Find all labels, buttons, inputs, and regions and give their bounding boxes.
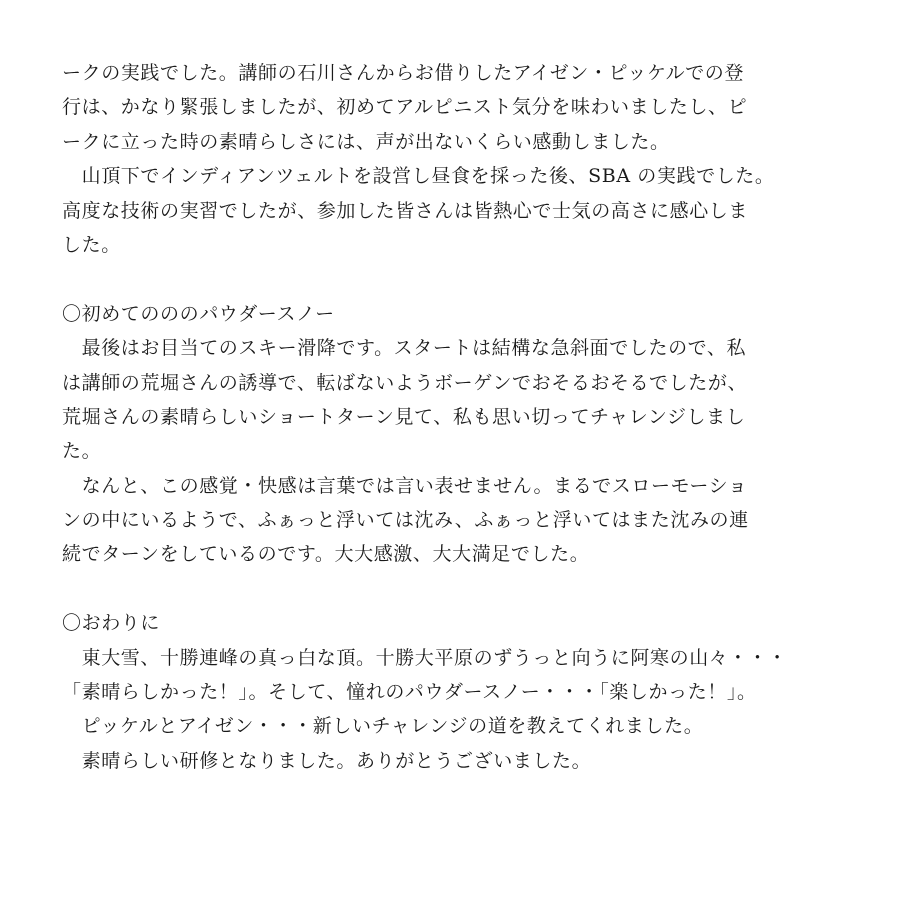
paragraph-line: なんと、この感覚・快感は言葉では言い表せません。まるでスローモーショ	[62, 474, 748, 497]
paragraph-line: 東大雪、十勝連峰の真っ白な頂。十勝大平原のずうっと向うに阿寒の山々・・・	[62, 646, 788, 669]
paragraph-spacer	[62, 262, 852, 296]
paragraph-line: 荒堀さんの素晴らしいショートターン見て、私も思い切ってチャレンジしまし	[62, 405, 746, 428]
paragraph-line: ンの中にいるようで、ふぁっと浮いては沈み、ふぁっと浮いてはまた沈みの連	[62, 509, 749, 532]
paragraph-line: した。	[62, 233, 121, 256]
paragraph-line: 「素晴らしかった！」。そして、憧れのパウダースノー・・・「楽しかった！」。	[62, 681, 757, 704]
paragraph-line: 続でターンをしているのです。大大感激、大大満足でした。	[62, 543, 590, 566]
paragraph-line: 高度な技術の実習でしたが、参加した皆さんは皆熱心で士気の高さに感心しま	[62, 199, 749, 222]
paragraph-line: は講師の荒堀さんの誘導で、転ばないようボーゲンでおそるおそるでしたが、	[62, 371, 748, 394]
section-heading: 〇初めてのののパウダースノー	[62, 302, 335, 325]
paragraph-line: ピッケルとアイゼン・・・新しいチャレンジの道を教えてくれました。	[62, 715, 704, 738]
document-body	[62, 56, 852, 778]
paragraph-line: 行は、かなり緊張しましたが、初めてアルピニスト気分を味わいましたし、ピ	[62, 96, 748, 119]
paragraph-line: ークに立った時の素晴らしさには、声が出ないくらい感動しました。	[62, 130, 670, 153]
paragraph-line: 最後はお目当てのスキー滑降です。スタートは結構な急斜面でしたので、私	[62, 337, 747, 360]
paragraph-line: ークの実践でした。講師の石川さんからお借りしたアイゼン・ピッケルでの登	[62, 62, 745, 84]
paragraph-line: た。	[62, 440, 102, 463]
paragraph-line: 山頂下でインディアンツェルトを設営し昼食を採った後、SBA の実践でした。	[62, 165, 775, 188]
paragraph-line: 素晴らしい研修となりました。ありがとうございました。	[62, 749, 592, 772]
paragraph-spacer	[62, 572, 852, 606]
section-heading: 〇おわりに	[62, 612, 161, 635]
